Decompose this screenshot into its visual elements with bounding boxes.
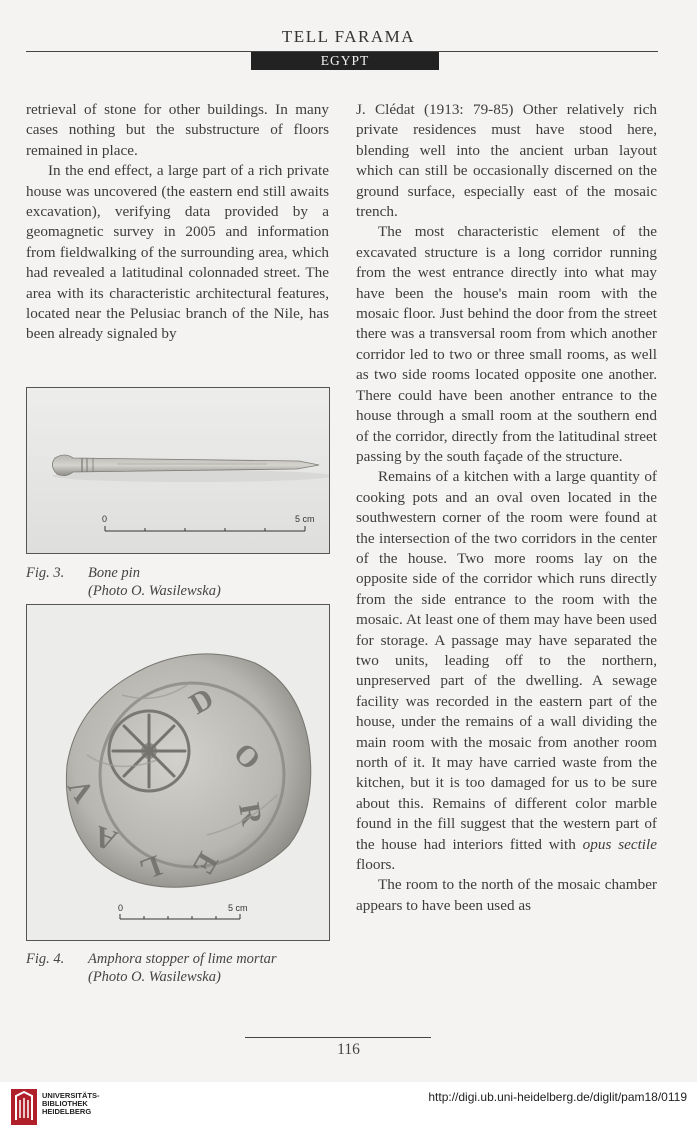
paragraph: In the end effect, a large part of a rich private house was uncovered (the eastern end still awaits excavation), verifying data provided by a geomagnetic survey in 2005 and information from fieldwalking of the surrounding area, which had revealed a latitudinal colonnaded street. The area with its characteristic architectural features, located near the Pelusiac branch of the Nile, has been already signaled by [26, 162, 329, 343]
footer-rule [245, 1037, 431, 1038]
library-logo-icon [10, 1088, 38, 1126]
amphora-stopper-photo [27, 605, 329, 940]
paragraph: The most characteristic element of the excavated structure is a long corridor running from the west entrance directly into what may have been the house's main room with the mosaic floor. Just behind the door from the street there was a transversal room from which another corridor led to two or three small rooms, as well as two side rooms located opposite one another. There could have been another entrance to the house through a small room at the southern end of the corridor, directly from the latitudinal street passing by the south façade of the structure. [356, 223, 657, 465]
svg-text:A: A [89, 819, 122, 858]
figure-title: Bone pin [88, 565, 140, 581]
right-column [356, 100, 657, 916]
figure-credit: (Photo O. Wasilewska) [88, 969, 221, 985]
library-line: HEIDELBERG [42, 1107, 92, 1116]
bone-pin-photo [27, 388, 329, 553]
library-line: BIBLIOTHEK [42, 1099, 88, 1108]
paragraph: retrieval of stone for other buildings. In many cases nothing but the substructure of floors remained in place. [26, 101, 329, 159]
svg-text:O: O [227, 736, 267, 777]
running-subtitle: EGYPT [251, 52, 439, 70]
paragraph-text: Remains of a kitchen with a large quantity of cooking pots and an oval oven located in the southwestern corner of the room were found at the intersection of the two corridors in the center of the house. Two more rooms lay on the opposite side of the corridor which runs directly from the side entrance to the room with the mosaic. At least one of them may have been used for storage. A passage may have separated the two units, leading off to the northern, unpreserved part of the dwelling. A sewage facility was recorded in the eastern part of the house, under the remains of a wall dividing the main room with the mosaic from another room north of it. It may have carried waste from the kitchen, but it is too damaged for us to be sure about this. Remains of different color marble found in the fill suggest that the western part of the house had interiors fitted with [356, 468, 657, 853]
paragraph [356, 467, 657, 875]
running-title: TELL FARAMA [281, 27, 416, 46]
left-column [26, 100, 329, 345]
italic-term: opus sectile [582, 835, 657, 853]
svg-text:E: E [185, 846, 225, 881]
figure-label: Fig. 4. [26, 951, 65, 967]
caption-fig4 [26, 950, 277, 986]
scale-label-end: 5 cm [295, 514, 315, 524]
figure-title: Amphora stopper of lime mortar [88, 951, 277, 967]
figure-amphora-stopper [26, 604, 330, 941]
scale-label-start: 0 [118, 903, 124, 913]
caption-fig3 [26, 564, 221, 600]
figure-bone-pin [26, 387, 330, 554]
page-number: 116 [337, 1041, 360, 1058]
source-url-link[interactable]: http://digi.ub.uni-heidelberg.de/diglit/pam18/0119 [428, 1090, 687, 1104]
paragraph: The room to the north of the mosaic chamber appears to have been used as [356, 876, 657, 914]
svg-text:R: R [232, 800, 269, 828]
library-line: UNIVERSITÄTS- [42, 1091, 100, 1100]
figure-label: Fig. 3. [26, 565, 65, 581]
svg-text:D: D [184, 681, 220, 722]
figure-credit: (Photo O. Wasilewska) [88, 583, 221, 599]
scale-label-end: 5 cm [228, 903, 248, 913]
svg-text:V: V [61, 772, 102, 808]
scale-label-start: 0 [102, 514, 108, 524]
paragraph-end: floors. [356, 856, 396, 874]
svg-text:L: L [135, 848, 166, 887]
paragraph: J. Clédat (1913: 79-85) Other relatively rich private residences must have stood here, blending well into the ancient urban layout which can still be occasionally discerned on the ground surface, especially east of the mosaic trench. [356, 101, 657, 221]
library-name [42, 1092, 100, 1116]
